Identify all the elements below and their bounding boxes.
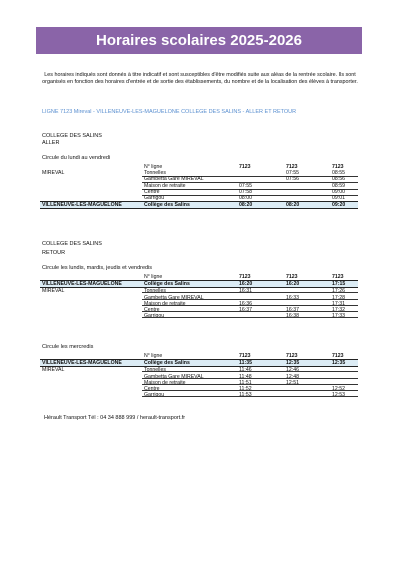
retour-table — [40, 274, 358, 319]
time-cell: 11:53 — [239, 392, 252, 399]
commune-cell: VILLENEUVE-LES-MAGUELONE — [42, 360, 122, 367]
aller-circule: Circule du lundi au vendredi — [42, 155, 111, 161]
stop-cell: Centre — [144, 306, 160, 313]
row-divider — [142, 305, 358, 306]
table-row — [40, 359, 358, 367]
stop-cell: Maison de retraite — [144, 182, 186, 189]
time-cell: 16:37 — [239, 306, 252, 313]
time-cell: 12:52 — [332, 385, 345, 392]
commune-cell: VILLENEUVE-LES-MAGUELONE — [42, 281, 122, 288]
time-cell: 11:35 — [239, 360, 252, 367]
time-cell: 16:36 — [239, 300, 252, 307]
time-cell: 08:55 — [332, 170, 345, 177]
time-cell: 17:31 — [332, 300, 345, 307]
time-cell: 7123 — [332, 164, 344, 170]
stop-cell: Tonnelles — [144, 170, 166, 177]
time-cell: 16:20 — [286, 281, 300, 288]
stop-cell: Collège des Salins — [144, 360, 190, 367]
aller-direction: ALLER — [42, 140, 60, 146]
retour-circule: Circule les lundis, mardis, jeudis et vendredis — [42, 265, 153, 271]
time-cell: 17:26 — [332, 288, 345, 295]
time-cell: 07:56 — [286, 176, 299, 183]
time-cell: 09:00 — [332, 188, 345, 195]
time-cell: 16:31 — [239, 288, 252, 295]
table-row — [40, 280, 358, 288]
time-cell: 17:15 — [332, 281, 346, 288]
time-cell: 7123 — [239, 353, 251, 359]
stop-cell: Gambetta Gare MIREVAL — [144, 373, 204, 380]
mercredi-table — [40, 353, 358, 398]
stop-cell: Garrigou — [144, 313, 165, 320]
commune-cell: MIREVAL — [42, 288, 65, 295]
stop-cell: N° ligne — [144, 274, 163, 280]
time-cell: 7123 — [239, 164, 251, 170]
time-cell: 16:37 — [286, 306, 299, 313]
time-cell: 7123 — [332, 274, 344, 280]
table-row — [40, 201, 358, 209]
time-cell: 07:55 — [286, 170, 299, 177]
time-cell: 12:35 — [286, 360, 300, 367]
page-title-banner — [36, 27, 362, 54]
stop-cell: Maison de retraite — [144, 379, 186, 386]
time-cell: 12:48 — [286, 373, 299, 380]
time-cell: 08:59 — [332, 182, 345, 189]
stop-cell: Garrigou — [144, 194, 165, 201]
time-cell: 11:46 — [239, 367, 252, 374]
time-cell: 17:33 — [332, 313, 345, 320]
time-cell: 11:51 — [239, 379, 252, 386]
time-cell: 7123 — [286, 274, 298, 280]
footer-contact: Hérault Transport Tél : 04 34 888 999 / herault-transport.fr — [44, 415, 186, 421]
row-divider — [142, 317, 358, 318]
time-cell: 17:28 — [332, 294, 345, 301]
row-divider — [142, 390, 358, 391]
row-divider — [142, 396, 358, 397]
time-cell: 12:53 — [332, 392, 345, 399]
aller-school: COLLEGE DES SALINS — [42, 133, 102, 139]
stop-cell: Maison de retraite — [144, 300, 186, 307]
time-cell: 7123 — [286, 164, 298, 170]
stop-cell: Centre — [144, 188, 160, 195]
line-title-link[interactable]: LIGNE 7123 Mireval - VILLENEUVE-LES-MAGUELONE COLLEGE DES SALINS - ALLER ET RETOUR — [42, 109, 297, 115]
time-cell: 08:20 — [286, 202, 300, 209]
time-cell: 7123 — [286, 353, 298, 359]
time-cell: 12:46 — [286, 367, 299, 374]
row-divider — [142, 311, 358, 312]
row-divider — [142, 384, 358, 385]
stop-cell: Tonnelles — [144, 288, 166, 295]
time-cell: 16:38 — [286, 313, 299, 320]
stop-cell: Garrigou — [144, 392, 165, 399]
time-cell: 17:32 — [332, 306, 345, 313]
stop-cell: Gambetta Gare MIREVAL — [144, 294, 204, 301]
stop-cell: N° ligne — [144, 353, 163, 359]
row-divider — [142, 371, 358, 372]
time-cell: 09:01 — [332, 194, 345, 201]
intro-text: Les horaires indiqués sont donnés à titre indicatif et sont susceptibles d'être modifiés suite aux aléas de la rentrée scolaire. Ils sont organisés en fonction des horaires d'entrée et de sortie des établissements, du nombre et de la localisation des élèves à transporter. — [42, 72, 358, 86]
row-divider — [142, 299, 358, 300]
row-divider — [142, 292, 358, 293]
time-cell: 11:52 — [239, 385, 252, 392]
stop-cell: Collège des Salins — [144, 281, 190, 288]
time-cell: 12:35 — [332, 360, 346, 367]
time-cell: 07:58 — [239, 188, 252, 195]
stop-cell: Tonnelles — [144, 367, 166, 374]
time-cell: 7123 — [239, 274, 251, 280]
time-cell: 09:20 — [332, 202, 346, 209]
commune-cell: MIREVAL — [42, 367, 65, 374]
time-cell: 16:20 — [239, 281, 253, 288]
time-cell: 08:56 — [332, 176, 345, 183]
stop-cell: Centre — [144, 385, 160, 392]
time-cell: 07:55 — [239, 182, 252, 189]
time-cell: 11:48 — [239, 373, 252, 380]
time-cell: 12:51 — [286, 379, 299, 386]
time-cell: 7123 — [332, 353, 344, 359]
commune-cell: VILLENEUVE-LES-MAGUELONE — [42, 202, 122, 209]
mercredi-circule: Circule les mercredis — [42, 344, 94, 350]
row-divider — [142, 378, 358, 379]
aller-table — [40, 164, 358, 209]
stop-cell: Collège des Salins — [144, 202, 190, 209]
stop-cell: N° ligne — [144, 164, 163, 170]
time-cell: 08:00 — [239, 194, 252, 201]
retour-school: COLLEGE DES SALINS — [42, 241, 102, 247]
commune-cell: MIREVAL — [42, 170, 65, 177]
stop-cell: Gambetta Gare MIREVAL — [144, 176, 204, 183]
retour-direction: RETOUR — [42, 250, 66, 256]
time-cell: 08:20 — [239, 202, 253, 209]
time-cell: 16:33 — [286, 294, 299, 301]
page-title: Horaires scolaires 2025-2026 — [96, 32, 302, 49]
